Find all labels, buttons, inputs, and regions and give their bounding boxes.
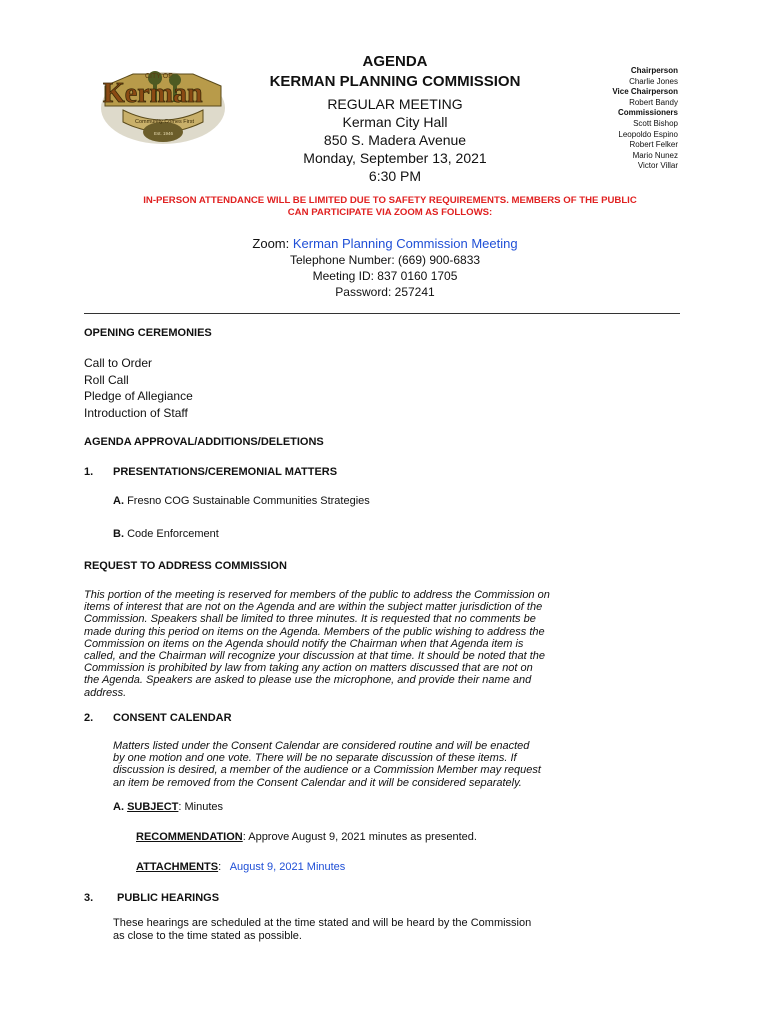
chair-title: Chairperson xyxy=(630,66,678,75)
recommendation-text: : Approve August 9, 2021 minutes as presented. xyxy=(242,831,477,843)
chair-name: Charlie Jones xyxy=(629,76,678,86)
vice-chair-title: Vice Chairperson xyxy=(612,87,678,97)
attachments-label: ATTACHMENTS xyxy=(136,861,219,873)
paragraph-line: Commission is prohibited by law from taking any action on matters discussed that are not on xyxy=(84,662,533,675)
meeting-date: Monday, September 13, 2021 xyxy=(303,150,487,166)
item-letter: B. xyxy=(113,528,124,540)
meeting-address: 850 S. Madera Avenue xyxy=(323,132,467,148)
opening-heading: OPENING CEREMONIES xyxy=(84,327,212,339)
zoom-meeting-id: Meeting ID: 837 0160 1705 xyxy=(312,269,458,283)
meeting-type: REGULAR MEETING xyxy=(327,96,463,112)
attachments-colon: : xyxy=(218,861,222,873)
commissioner-name: Robert Felker xyxy=(629,140,678,150)
section-heading: PUBLIC HEARINGS xyxy=(117,892,220,904)
minutes-link[interactable]: August 9, 2021 Minutes xyxy=(229,861,346,873)
paragraph-line: an item be removed from the Consent Calendar and it will be considered separately. xyxy=(113,776,522,789)
item-2a xyxy=(113,801,223,813)
paragraph-line: These hearings are scheduled at the time stated and will be heard by the Commission xyxy=(113,917,532,929)
item-letter: A. xyxy=(113,495,124,507)
paragraph-line: items of interest that are not on the Agenda and are within the subject matter jurisdiction of the xyxy=(84,601,543,614)
list-item: Pledge of Allegiance xyxy=(84,389,193,403)
section-heading: PRESENTATIONS/CEREMONIAL MATTERS xyxy=(113,466,338,478)
zoom-label: Zoom: xyxy=(252,236,290,251)
paragraph-line: Commission. Speakers shall be limited to three minutes. It is requested that no comments be xyxy=(84,613,536,626)
request-paragraph xyxy=(84,589,640,699)
logo-name: Kerman xyxy=(103,78,203,109)
consent-paragraph xyxy=(113,740,641,789)
section-number: 3. xyxy=(84,892,94,904)
paragraph-line: called, and the Chairman will recognize your discussion at that time. It should be noted that the xyxy=(84,650,546,663)
attachments xyxy=(136,861,345,873)
approval-heading: AGENDA APPROVAL/ADDITIONS/DELETIONS xyxy=(84,436,324,448)
commissioner-name: Scott Bishop xyxy=(633,118,678,128)
paragraph-line: made during this period on items on the Agenda. Members of the public wishing to address the xyxy=(84,625,545,638)
commissioner-name: Mario Nunez xyxy=(632,150,678,160)
paragraph-line: discussion is desired, a member of the audience or a Commission Member may request xyxy=(113,764,541,777)
list-item: Roll Call xyxy=(84,372,129,387)
paragraph-line: as close to the time stated as possible. xyxy=(113,930,302,942)
commission-title: KERMAN PLANNING COMMISSION xyxy=(269,73,521,90)
paragraph-line: address. xyxy=(84,686,127,699)
paragraph-line: Matters listed under the Consent Calendar are considered routine and will be enacted xyxy=(113,740,530,752)
recommendation-label: RECOMMENDATION xyxy=(136,831,243,843)
hearings-paragraph xyxy=(113,917,531,943)
agenda-title: AGENDA xyxy=(362,53,428,70)
request-heading: REQUEST TO ADDRESS COMMISSION xyxy=(84,560,287,572)
meeting-location: Kerman City Hall xyxy=(342,114,448,130)
recommendation xyxy=(136,831,477,843)
commissioner-name: Leopoldo Espino xyxy=(618,129,678,139)
commissioner-name: Victor Villar xyxy=(637,161,678,171)
logo-est: Est. 1946 xyxy=(154,131,174,136)
agenda-header xyxy=(240,52,550,185)
item-1b xyxy=(113,528,219,540)
divider xyxy=(84,313,680,314)
vice-chair-name: Robert Bandy xyxy=(629,97,678,107)
item-text: Code Enforcement xyxy=(127,528,219,540)
commission-roster xyxy=(590,66,678,172)
item-letter: A. xyxy=(113,801,124,813)
zoom-meeting-link[interactable]: Kerman Planning Commission Meeting xyxy=(292,236,518,251)
paragraph-line: This portion of the meeting is reserved for members of the public to address the Commission on xyxy=(84,589,550,601)
logo-city-of: CITY OF xyxy=(145,73,173,80)
subject-label: SUBJECT xyxy=(127,801,179,813)
paragraph-line: by one motion and one vote. There will be no separate discussion of these items. If xyxy=(113,752,517,765)
zoom-password: Password: 257241 xyxy=(335,285,435,299)
notice-line: IN-PERSON ATTENDANCE WILL BE LIMITED DUE TO SAFETY REQUIREMENTS. MEMBERS OF THE PUBLIC xyxy=(143,195,637,206)
list-item: Introduction of Staff xyxy=(84,405,188,420)
zoom-phone: Telephone Number: (669) 900-6833 xyxy=(289,253,481,267)
section-heading: CONSENT CALENDAR xyxy=(113,712,232,724)
attendance-notice xyxy=(80,195,700,219)
paragraph-line: the Agenda. Speakers are asked to please use the microphone, and provide their name and xyxy=(84,674,532,687)
zoom-info xyxy=(80,236,690,300)
item-1a xyxy=(113,495,370,507)
opening-list xyxy=(84,355,193,421)
paragraph-line: Commission on items on the Agenda should notify the Chairman when that Agenda item is xyxy=(84,637,524,650)
list-item: Call to Order xyxy=(84,356,153,370)
notice-line: CAN PARTICIPATE VIA ZOOM AS FOLLOWS: xyxy=(287,207,493,218)
meeting-time: 6:30 PM xyxy=(368,168,422,184)
logo-ribbon: Community Comes First xyxy=(135,119,194,125)
section-number: 1. xyxy=(84,466,94,478)
item-text: Fresno COG Sustainable Communities Strategies xyxy=(127,495,370,507)
subject-text: : Minutes xyxy=(178,801,224,813)
section-number: 2. xyxy=(84,712,94,724)
commissioners-title: Commissioners xyxy=(617,108,678,118)
city-logo xyxy=(93,66,233,146)
